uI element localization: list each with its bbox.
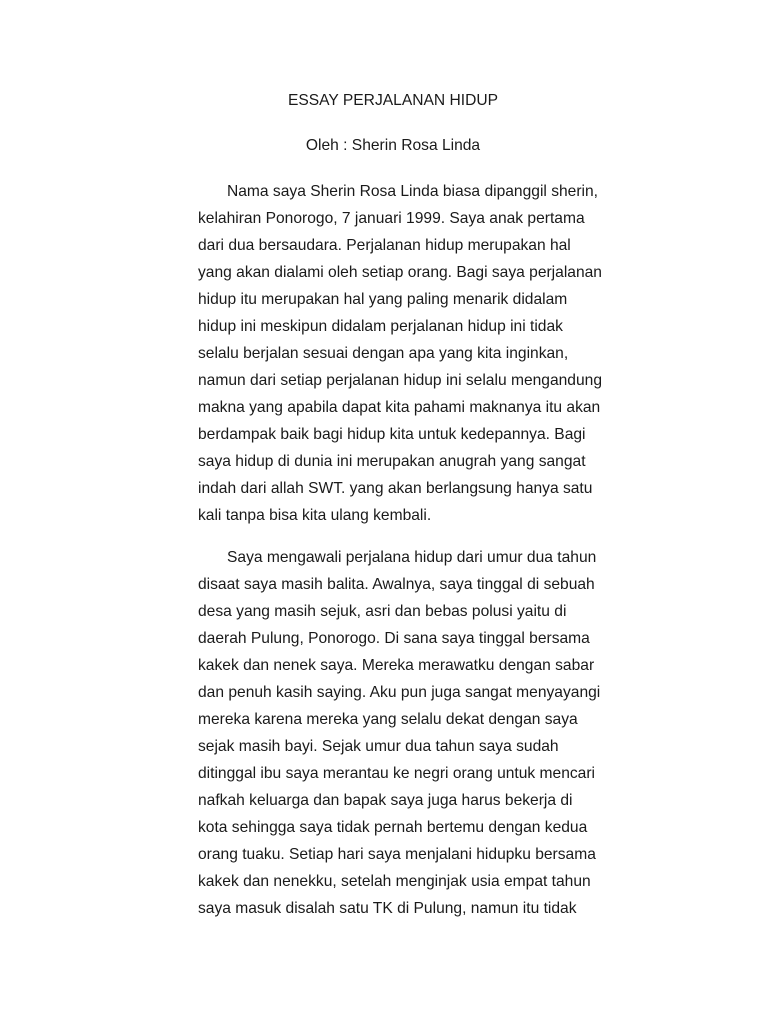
paragraph-2 — [198, 544, 601, 922]
document-author: Oleh : Sherin Rosa Linda — [305, 137, 481, 154]
text-line: makna yang apabila dapat kita pahami maknanya itu akan — [198, 399, 601, 416]
text-line: saya hidup di dunia ini merupakan anugrah yang sangat — [198, 453, 586, 470]
text-line: saya masuk disalah satu TK di Pulung, namun itu tidak — [198, 900, 577, 917]
text-line: kakek dan nenekku, setelah menginjak usia empat tahun — [198, 873, 591, 890]
text-line: daerah Pulung, Ponorogo. Di sana saya tinggal bersama — [198, 630, 590, 647]
text-line: indah dari allah SWT. yang akan berlangsung hanya satu — [198, 480, 593, 497]
document-title: ESSAY PERJALANAN HIDUP — [287, 92, 498, 109]
text-line: selalu berjalan sesuai dengan apa yang kita inginkan, — [198, 345, 569, 362]
text-line: mereka karena mereka yang selalu dekat dengan saya — [198, 711, 578, 728]
text-line: hidup ini meskipun didalam perjalanan hidup ini tidak — [198, 318, 563, 335]
text-line: nafkah keluarga dan bapak saya juga harus bekerja di — [198, 792, 573, 809]
text-line: namun dari setiap perjalanan hidup ini selalu mengandung — [198, 372, 602, 389]
text-line: Saya mengawali perjalana hidup dari umur dua tahun — [227, 549, 597, 566]
text-line: desa yang masih sejuk, asri dan bebas polusi yaitu di — [198, 603, 567, 620]
text-line: kali tanpa bisa kita ulang kembali. — [198, 507, 432, 524]
text-line: hidup itu merupakan hal yang paling menarik didalam — [198, 291, 568, 308]
text-line: disaat saya masih balita. Awalnya, saya tinggal di sebuah — [198, 576, 595, 593]
text-line: berdampak baik bagi hidup kita untuk kedepannya. Bagi — [198, 426, 586, 443]
text-line: Nama saya Sherin Rosa Linda biasa dipanggil sherin, — [227, 183, 599, 200]
text-line: orang tuaku. Setiap hari saya menjalani hidupku bersama — [198, 846, 596, 863]
text-line: kakek dan nenek saya. Mereka merawatku dengan sabar — [198, 657, 595, 674]
paragraph-1 — [198, 178, 602, 529]
text-line: kelahiran Ponorogo, 7 januari 1999. Saya anak pertama — [198, 210, 585, 227]
text-line: sejak masih bayi. Sejak umur dua tahun saya sudah — [198, 738, 559, 755]
text-line: dan penuh kasih saying. Aku pun juga sangat menyayangi — [198, 684, 601, 701]
text-line: kota sehingga saya tidak pernah bertemu dengan kedua — [198, 819, 588, 836]
text-line: dari dua bersaudara. Perjalanan hidup merupakan hal — [198, 237, 571, 254]
text-line: yang akan dialami oleh setiap orang. Bagi saya perjalanan — [198, 264, 602, 281]
text-line: ditinggal ibu saya merantau ke negri orang untuk mencari — [198, 765, 596, 782]
